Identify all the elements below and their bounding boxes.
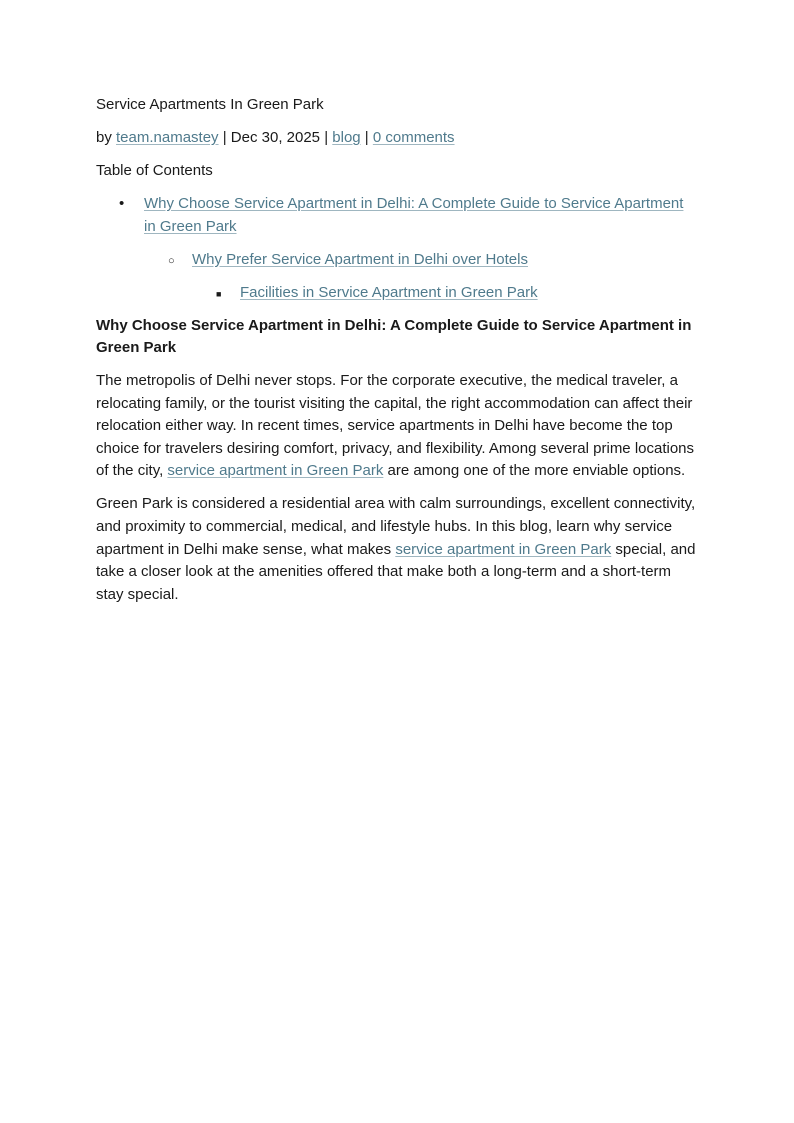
- post-meta: [96, 127, 698, 150]
- category-link[interactable]: blog: [332, 128, 361, 146]
- paragraph-text: are among one of the more enviable options.: [383, 462, 686, 480]
- inline-link-green-park[interactable]: service apartment in Green Park: [167, 462, 384, 480]
- paragraph-text: The metropolis of Delhi never stops. For the corporate executive, the medical traveler, a relocating family, or the tourist visiting the capital, the right accommodation can affect their relocation either way. In recent times, service apartments in Delhi have become the top choice for travelers desiring comfort, privacy, and flexibility. Among several prime locations of the city,: [96, 372, 695, 480]
- square-bullet-icon: ■: [216, 288, 222, 299]
- paragraph-text: Green Park is considered a residential area with calm surroundings, excellent connectivity, and proximity to commercial, medical, and lifestyle hubs. In this blog, learn why service apartment in Delhi make sense, what makes: [96, 495, 696, 558]
- meta-separator: |: [360, 128, 373, 146]
- toc-heading: Table of Contents: [96, 161, 213, 179]
- document-page: [96, 94, 698, 617]
- toc-item-level-2: [96, 249, 698, 272]
- post-date: Dec 30, 2025: [230, 128, 321, 146]
- comments-link[interactable]: 0 comments: [372, 128, 455, 146]
- post-title: Service Apartments In Green Park: [96, 96, 324, 113]
- circle-bullet-icon: ○: [168, 254, 175, 267]
- body-paragraph-1: [96, 370, 698, 483]
- inline-link-green-park[interactable]: service apartment in Green Park: [395, 540, 612, 558]
- toc-link-why-prefer[interactable]: Why Prefer Service Apartment in Delhi over Hotels: [192, 250, 528, 268]
- body-paragraph-2: [96, 493, 698, 606]
- toc-item-level-1: [96, 193, 698, 238]
- section-heading: Why Choose Service Apartment in Delhi: A Complete Guide to Service Apartment in Green Park: [96, 316, 692, 357]
- table-of-contents: [96, 193, 698, 304]
- toc-link-why-choose[interactable]: Why Choose Service Apartment in Delhi: A Complete Guide to Service Apartment in Green Park: [144, 194, 684, 235]
- author-link[interactable]: team.namastey: [116, 128, 219, 146]
- meta-separator: |: [218, 128, 231, 146]
- paragraph-text: special, and take a closer look at the amenities offered that make both a long-term and a short-term stay special.: [96, 540, 696, 603]
- toc-item-level-3: [96, 282, 698, 305]
- meta-by-text: by: [96, 128, 117, 146]
- disc-bullet-icon: •: [119, 194, 125, 212]
- toc-link-facilities[interactable]: Facilities in Service Apartment in Green Park: [240, 283, 538, 301]
- meta-separator: |: [320, 128, 333, 146]
